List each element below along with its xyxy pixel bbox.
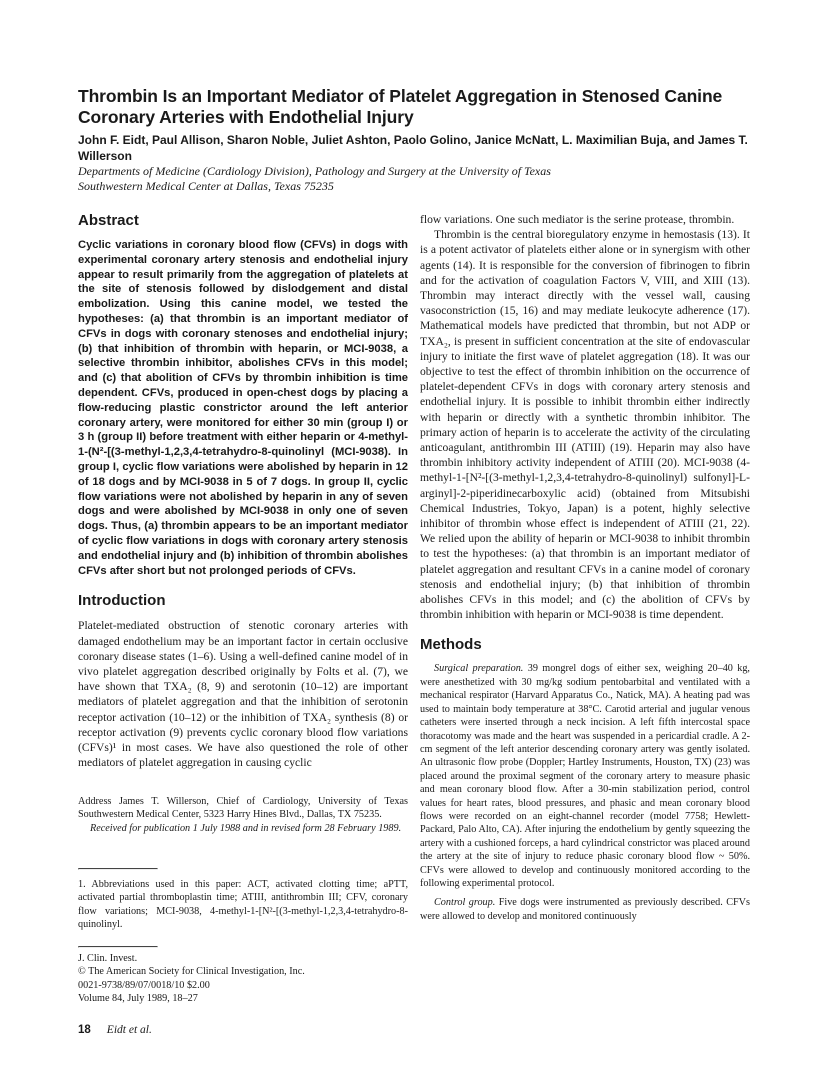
- received-date: Received for publication 1 July 1988 and in revised form 28 February 1989.: [90, 822, 402, 834]
- copyright-line: © The American Society for Clinical Investigation, Inc.: [78, 966, 305, 978]
- footnote-rule: [78, 868, 158, 870]
- control-group-paragraph: [420, 896, 750, 923]
- introduction-paragraph-2: Thrombin is the central bioregulatory enzyme in hemostasis (13). It is a potent activator of platelets either alone or in synergism with other agents (14). It is responsible for the conversion of fibrinogen to fibrin and for the activation of coagulation Factors V, VIII, and XIII (13). Thrombin may interact directly with the vessel wall, causing vasoconstriction (15, 16) and may mediate leukocyte adherence (17). Mathematical models have predicted that thrombin, but not ADP or TXA₂, is present in sufficient concentration at the site of endovascular injury to initiate the first wave of platelet aggregation (18). It was our objective to test the effect of thrombin inhibition on the occurrence of platelet-dependent CFVs in dogs with coronary artery stenosis and endothelial injury. It is possible to inhibit thrombin either indirectly with heparin or directly with a synthetic thrombin inhibitor. The primary action of heparin is to accelerate the activity of the circulating anticoagulant, antithrombin III (ATIII) (19). Heparin may also have thrombin inhibitory activity independent of ATIII (20). MCI-9038 (4-methyl-1-[N²-[(3-methyl-1,2,3,4-tetrahydro-8-quinolinyl) sulfonyl]-L-arginyl]-2-piperidinecarboxylic acid) (obtained from Mitsubishi Chemical Industries, Tokyo, Japan) is a potent, highly selective inhibitor of thrombin whose effect is independent of ATIII (21, 22). We relied upon the ability of heparin or MCI-9038 to inhibit thrombin to test the hypotheses: (a) that thrombin is an important mediator of platelet aggregation and resultant CFVs in a canine model of coronary stenosis and endothelial injury; (b) that inhibition of thrombin abolishes CFVs in this model; and (c) the abolition of CFVs by thrombin inhibition with heparin or MCI-9038 is time dependent.: [420, 228, 750, 622]
- volume-line: Volume 84, July 1989, 18–27: [78, 993, 198, 1005]
- footnote-block: [78, 868, 408, 932]
- methods-heading: Methods: [420, 636, 482, 654]
- surgical-preparation-label: Surgical preparation.: [434, 663, 524, 675]
- abstract-text: Cyclic variations in coronary blood flow (CFVs) in dogs with experimental coronary artery stenosis and endothelial injury appear to result primarily from the aggregation of platelets at the site of stenosis followed by dislodgement and distal embolization. Using this canine model, we tested the hypotheses: (a) that thrombin is an important mediator of CFVs in dogs with coronary stenoses and endothelial injury; (b) that inhibition of thrombin with heparin, or MCI-9038, a selective thrombin inhibitor, abolishes CFVs in this model; and (c) that abolition of CFVs by thrombin inhibition is time dependent. CFVs, produced in open-chest dogs by placing a flow-reducing plastic constrictor around the left anterior coronary artery, were monitored for either 30 min (group I) or 3 h (group II) before treatment with either heparin or 4-methyl-1-(N²-[(3-methyl-1,2,3,4-tetrahydro-8-quinolinyl (MCI-9038). In group I, cyclic flow variations were abolished by heparin in 12 of 18 dogs and by MCI-9038 in 5 of 7 dogs. In group II, cyclic flow variations were not abolished by heparin in any of seven dogs and were abolished by MCI-9038 in only one of seven dogs. Thus, (a) thrombin appears to be an important mediator of cyclic flow variations in dogs with coronary artery stenosis and endothelial injury and (b) inhibition of thrombin abolishes CFVs after short but not prolonged periods of CFVs.: [78, 239, 408, 577]
- surgical-preparation-paragraph: [420, 662, 750, 890]
- citation-block: [78, 946, 408, 1006]
- issn-line: 0021-9738/89/07/0018/10 $2.00: [78, 979, 210, 991]
- correspondence-address: Address James T. Willerson, Chief of Cardiology, University of Texas Southwestern Medical Center, 5323 Harry Hines Blvd., Dallas, TX 75235.: [78, 796, 408, 821]
- author-list: John F. Eidt, Paul Allison, Sharon Noble, Juliet Ashton, Paolo Golino, Janice McNatt, L. Maximilian Buja, and James T. Willerson: [78, 133, 748, 163]
- paper-title: Thrombin Is an Important Mediator of Platelet Aggregation in Stenosed Canine Coronary Arteries with Endothelial Injury: [78, 86, 723, 127]
- surgical-preparation-text: 39 mongrel dogs of either sex, weighing 20–40 kg, were anesthetized with 30 mg/kg sodium pentobarbital and ventilated with a mechanical respirator (Harvard Apparatus Co., Natick, MA). A heating pad was used to maintain body temperature at 38°C. Carotid arterial and jugular venous catheters were inserted through a neck incision. A left fifth intercostal space thoracotomy was made and the heart was suspended in a pericardial cradle. A 2-cm segment of the left anterior descending coronary artery was gently isolated. An ultrasonic flow probe (Doppler; Hartley Instruments, Houston, TX) (23) was placed around the proximal segment of the coronary artery to measure phasic and mean coronary blood flow. After a 30-min stabilization period, control values for heart rates, blood pressures, and phasic and mean coronary blood flows were recorded on an eight-channel recorder (model 7758; Hewlett-Packard, Palo Alto, CA). After injuring the endothelium by gently squeezing the artery with a cushioned forceps, a hard cylindrical constrictor was placed around the artery at the site of injury to reduce phasic coronary blood flow ~ 50%. CFVs were allowed to develop and continuously monitored according to the following experimental protocol.: [420, 663, 750, 889]
- running-head: Eidt et al.: [106, 1024, 152, 1036]
- introduction-continuation: flow variations. One such mediator is the serine protease, thrombin.: [420, 213, 735, 226]
- left-column: [78, 212, 408, 770]
- right-column: [420, 212, 750, 923]
- introduction-paragraph-1: Platelet-mediated obstruction of stenotic coronary arteries with damaged endothelium may be an important factor in certain occlusive coronary disease states (1–6). Using a well-defined canine model of in vivo platelet aggregation described originally by Folts et al. (7), we have shown that TXA₂ (8, 9) and serotonin (10–12) are important mediators of platelet aggregation and that the inhibition of serotonin receptor activation (10–12) or the inhibition of TXA₂ synthesis (8) or receptor activation (9) prevents cyclic coronary blood flow variations (CFVs)¹ in most cases. We have also questioned the role of other mediators of platelet aggregation in causing cyclic: [78, 619, 408, 770]
- journal-name: J. Clin. Invest.: [78, 953, 138, 964]
- abstract-heading: Abstract: [78, 212, 139, 229]
- control-group-text: Five dogs were instrumented as previously described. CFVs were allowed to develop and monitored continuously: [420, 897, 750, 922]
- citation-rule: [78, 946, 158, 948]
- abbreviations-footnote: 1. Abbreviations used in this paper: ACT, activated clotting time; aPTT, activated partial thromboplastin time; ATIII, antithrombin III; CFV, coronary flow variations; MCI-9038, 4-methyl-1-[N²-[(3-methyl-1,2,3,4-tetrahydro-8-quinolinyl.: [78, 879, 408, 931]
- page-number: 18: [78, 1024, 91, 1036]
- introduction-heading: Introduction: [78, 592, 166, 610]
- affiliation: Departments of Medicine (Cardiology Division), Pathology and Surgery at the University of Texas Southwestern Medical Center at Dallas, Texas 75235: [78, 164, 551, 193]
- control-group-label: Control group.: [434, 897, 496, 909]
- correspondence-block: [78, 795, 408, 835]
- page-footer: [78, 1024, 152, 1036]
